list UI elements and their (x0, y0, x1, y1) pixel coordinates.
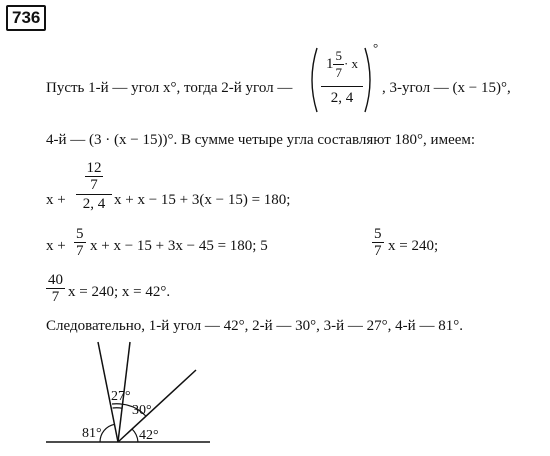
angle-label-27: 27° (111, 389, 131, 404)
text-line-1a: Пусть 1-й — угол x°, тогда 2-й угол — (46, 80, 293, 96)
eq2-fraction: $\frac{5}{7}$ (76, 226, 84, 259)
angle-label-30: 30° (132, 403, 152, 418)
problem-number-badge: 736 (6, 5, 46, 31)
text-line-2: 4-й — (3 · (x − 15))°. В сумме четыре угла составляют 180°, имеем: (46, 132, 476, 148)
inner-fraction-denominator: 2, 4 (330, 90, 354, 106)
eq2-fraction-2: $\frac{5}{7}$ (374, 226, 382, 259)
eq2-mid: x + x − 15 + 3x − 45 = 180; 5 (90, 238, 268, 254)
eq1-compound-fraction (76, 160, 112, 213)
mixed-fraction: $\frac{5}{7}$ (335, 48, 342, 80)
bracketed-fraction (303, 42, 379, 118)
eq2-tail: x = 240; (388, 238, 439, 254)
inner-fraction-bar (321, 86, 363, 87)
arc-42 (132, 429, 138, 442)
arc-81 (100, 424, 115, 442)
angle-label-81: 81° (82, 426, 102, 441)
eq1-lead: x + (46, 192, 66, 208)
eq1-num-den: 7 (90, 177, 98, 193)
angles-diagram (0, 340, 550, 456)
mixed-whole: 1 (325, 55, 334, 72)
times-x: · x (343, 55, 359, 71)
degree-sign: ° (373, 40, 379, 55)
inner-fraction-numerator (319, 48, 365, 81)
eq1-num-num: 12 (86, 160, 102, 176)
eq2-lead: x + (46, 238, 66, 254)
eq1-tail: x + x − 15 + 3(x − 15) = 180; (114, 192, 291, 208)
angle-label-42: 42° (139, 428, 159, 443)
eq3-tail: x = 240; x = 42°. (68, 284, 171, 300)
text-line-1b: , 3-угол — (x − 15)°, (382, 80, 511, 96)
arc-27-b (113, 408, 123, 409)
eq1-den: 2, 4 (82, 196, 106, 212)
eq3-fraction: $\frac{40}{7}$ (48, 272, 63, 305)
conclusion-text: Следовательно, 1-й угол — 42°, 2-й — 30°, 3-й — 27°, 4-й — 81°. (46, 318, 463, 334)
